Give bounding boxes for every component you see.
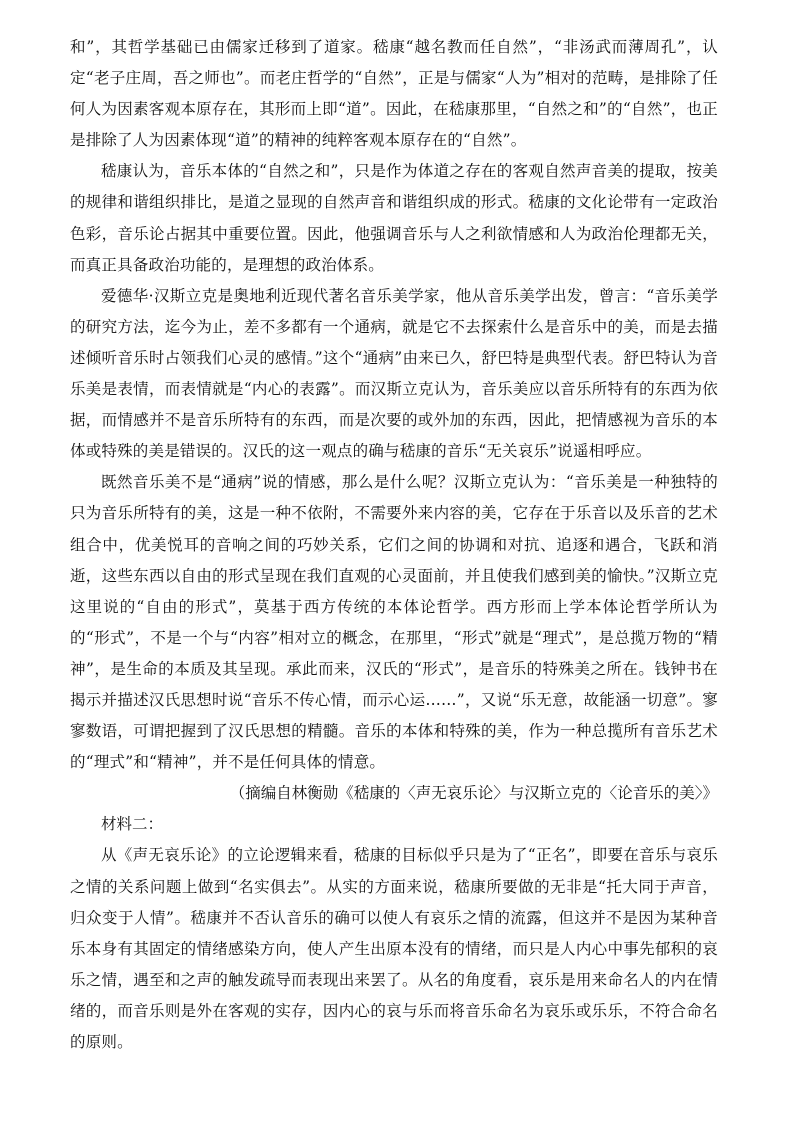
document-page (70, 32, 718, 1058)
source-citation: （摘编自林衡勋《嵇康的〈声无哀乐论〉与汉斯立克的〈论音乐的美〉》 (229, 784, 718, 803)
material-two-paragraph: 从《声无哀乐论》的立论逻辑来看，嵇康的目标似乎只是为了“正名”，即要在音乐与哀乐之情的关系问题上做到“名实俱去”。从实的方面来说，嵇康所要做的无非是“托大同于声音，归众变于人情”。嵇康并不否认音乐的确可以使人有哀乐之情的流露，但这并不是因为某种音乐本身有其固定的情绪感染方向，使人产生出原本没有的情绪，而只是人内心中事先郁积的哀乐之情，遇至和之声的触发疏导而表现出来罢了。从名的角度看，哀乐是用来命名人的内在情绪的，而音乐则是外在客观的实存，因内心的哀与乐而将音乐命名为哀乐或乐乐，不符合命名的原则。 (70, 846, 718, 1051)
paragraph-1: 和”，其哲学基础已由儒家迁移到了道家。嵇康“越名教而任自然”，“非汤武而薄周孔”，认定“老子庄周，吾之师也”。而老庄哲学的“自然”，正是与儒家“人为”相对的范畴，是排除了任何人为因素客观本原存在，其形而上即“道”。因此，在嵇康那里，“自然之和”的“自然”，也正是排除了人为因素体现“道”的精神的纯粹客观本原存在的“自然”。 (70, 38, 718, 150)
material-two-label: 材料二： (101, 815, 164, 834)
paragraph-3: 爱德华·汉斯立克是奥地利近现代著名音乐美学家，他从音乐美学出发，曾言：“音乐美学的研究方法，迄今为止，差不多都有一个通病，就是它不去探索什么是音乐中的美，而是去描述倾听音乐时占领我们心灵的感情。”这个“通病”由来已久，舒巴特是典型代表。舒巴特认为音乐美是表情，而表情就是“内心的表露”。而汉斯立克认为，音乐美应以音乐所特有的东西为依据，而情感并不是音乐所特有的东西，而是次要的或外加的东西，因此，把情感视为音乐的本体或特殊的美是错误的。汉氏的这一观点的确与嵇康的音乐“无关哀乐”说遥相呼应。 (70, 286, 718, 461)
paragraph-2: 嵇康认为，音乐本体的“自然之和”，只是作为体道之存在的客观自然声音美的提取，按美的规律和谐组织排比，是道之显现的自然声音和谐组织成的形式。嵇康的文化论带有一定政治色彩，音乐论占据其中重要位置。因此，他强调音乐与人之利欲情感和人为政治伦理都无关，而真正具备政治功能的，是理想的政治体系。 (70, 162, 718, 274)
paragraph-4: 既然音乐美不是“通病”说的情感，那么是什么呢？汉斯立克认为：“音乐美是一种独特的只为音乐所特有的美，这是一种不依附，不需要外来内容的美，它存在于乐音以及乐音的艺术组合中，优美悦耳的音响之间的巧妙关系，它们之间的协调和对抗、追逐和遇合，飞跃和消逝，这些东西以自由的形式呈现在我们直观的心灵面前，并且使我们感到美的愉快。”汉斯立克这里说的“自由的形式”，莫基于西方传统的本体论哲学。西方形而上学本体论哲学所认为的“形式”，不是一个与“内容”相对立的概念，在那里，“形式”就是“理式”，是总揽万物的“精神”，是生命的本质及其呈现。承此而来，汉氏的“形式”，是音乐的特殊美之所在。钱钟书在揭示并描述汉氏思想时说“音乐不传心情，而示心运……”，又说“乐无意，故能涵一切意”。寥寥数语，可谓把握到了汉氏思想的精髓。音乐的本体和特殊的美，作为一种总揽所有音乐艺术的“理式”和“精神”，并不是任何具体的情意。 (70, 473, 718, 772)
